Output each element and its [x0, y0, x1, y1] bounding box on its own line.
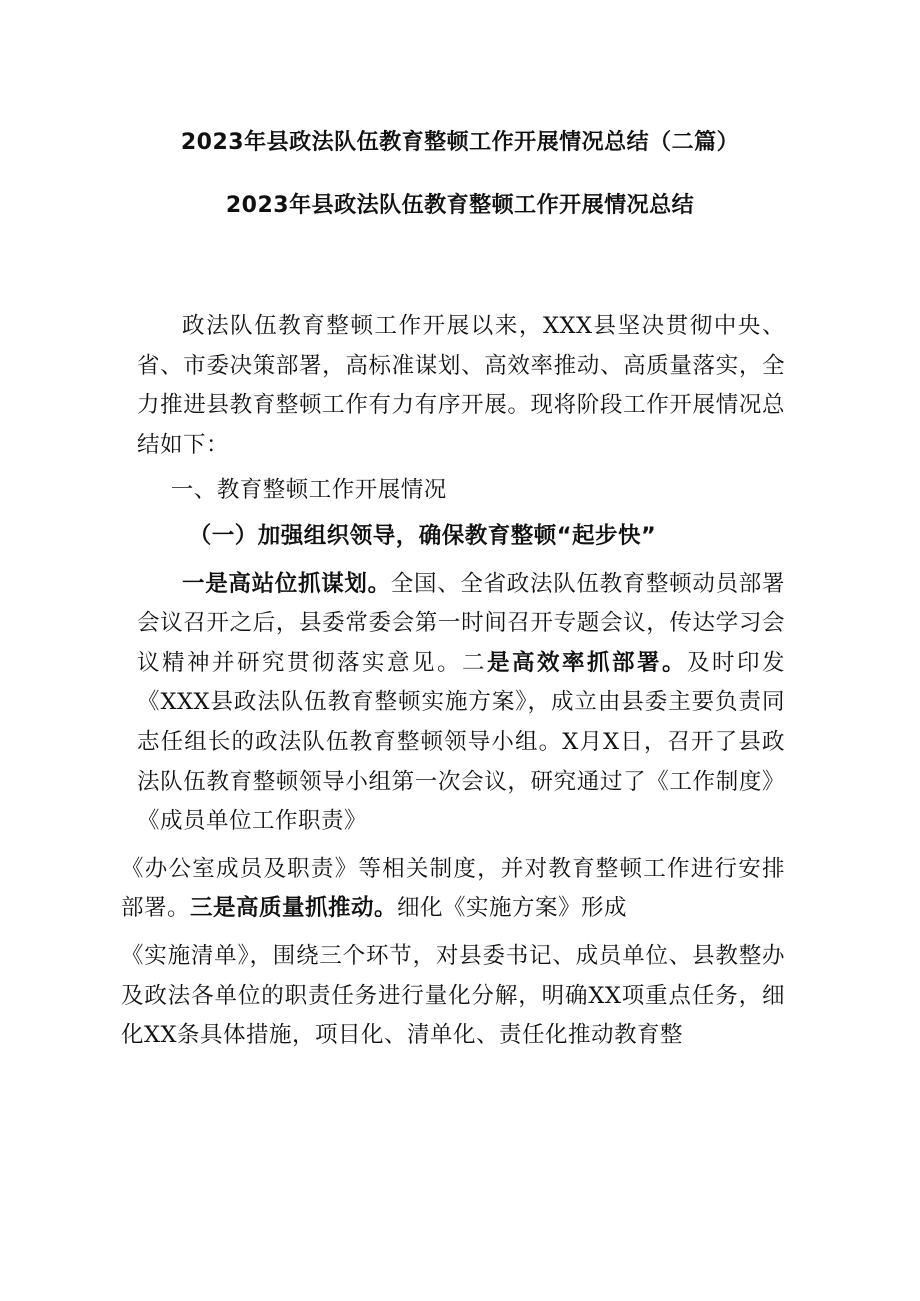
paragraph-2	[121, 850, 785, 929]
paragraph-text: 《办公室成员及职责》等相关制度，并对教育整顿工作进行安排部署。	[121, 855, 785, 922]
paragraph-3: 《实施清单》，围绕三个环节，对县委书记、成员单位、县教整办及政法各单位的职责任务进行量化分解，明确XX项重点任务，细化XX条具体措施，项目化、清单化、责任化推动教育整	[121, 942, 785, 1049]
document-title: 2023年县政法队伍教育整顿工作开展情况总结（二篇）	[180, 130, 740, 155]
paragraph-1	[137, 565, 785, 842]
intro-paragraph: 政法队伍教育整顿工作开展以来，XXX县坚决贯彻中央、省、市委决策部署，高标准谋划、高效率推动、高质量落实，全力推进县教育整顿工作有力有序开展。现将阶段工作开展情况总结如下：	[137, 313, 785, 458]
emphasis-text: 一是高站位抓谋划。	[182, 570, 391, 597]
paragraph-text: 及时印发《XXX县政法队伍教育整顿实施方案》，成立由县委主要负责同志任组长的政法队伍教育整顿领导小组。X月X日，召开了县政法队伍教育整顿领导小组第一次会议，研究通过了《工作制度》《成员单位工作职责》	[137, 649, 785, 835]
document-subtitle: 2023年县政法队伍教育整顿工作开展情况总结	[225, 193, 695, 218]
subsection-heading: （一）加强组织领导，确保教育整顿“起步快”	[188, 522, 657, 549]
paragraph-text: 全国、全省政法队伍教育整顿动员部署会议召开之后，县委常委会第一时间召开专题会议，传达学习会议精神并研究贯彻落实意见。二	[137, 570, 785, 676]
emphasis-text: 三是高质量抓推动。	[190, 895, 398, 922]
paragraph-text: 细化《实施方案》形成	[397, 895, 628, 922]
document-body	[121, 307, 785, 1056]
emphasis-text: 是高效率抓部署。	[486, 649, 687, 676]
section-heading: 一、教育整顿工作开展情况	[170, 477, 447, 504]
